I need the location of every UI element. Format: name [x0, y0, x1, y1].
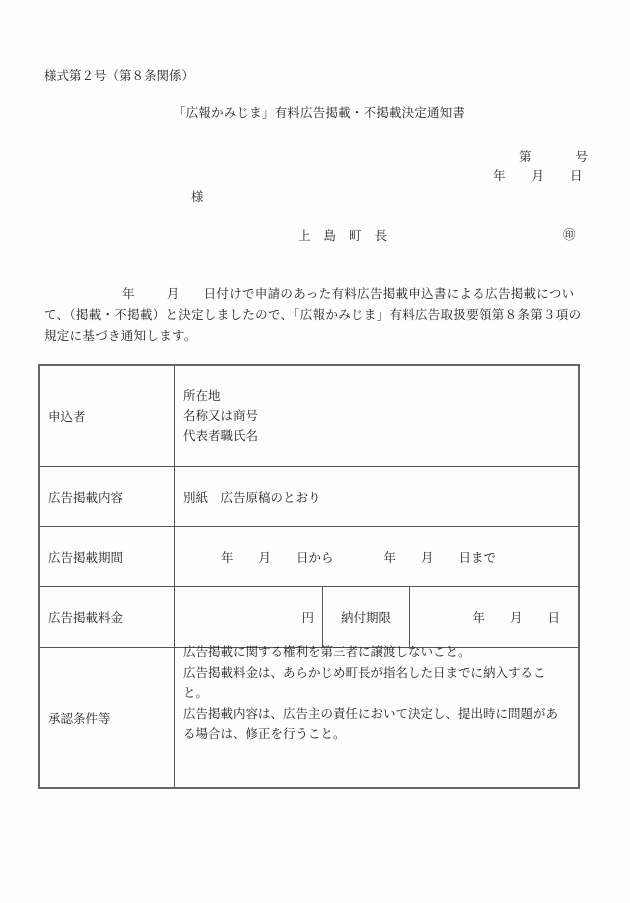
- issuer-char: 長: [374, 228, 388, 243]
- issuer-name: [298, 226, 400, 244]
- fee-amount: 円: [175, 587, 323, 648]
- document-title: 「広報かみじま」有料広告掲載・不掲載決定通知書: [173, 105, 466, 120]
- number-prefix: 第: [519, 149, 532, 164]
- deadline-value: 年 月 日: [410, 587, 580, 648]
- applicant-address-label: 所在地: [183, 388, 221, 403]
- body-month: 月: [166, 286, 180, 301]
- applicant-name-label: 名称又は商号: [183, 408, 259, 423]
- content-value: 別紙 広告原稿のとおり: [175, 467, 580, 527]
- row-label: 承認条件等: [39, 648, 175, 789]
- number-suffix: 号: [575, 149, 589, 164]
- issuer-char: 上: [298, 228, 311, 243]
- conditions-list: [175, 644, 580, 789]
- date-month: 月: [531, 168, 545, 183]
- addressee-honorific: 様: [191, 189, 204, 204]
- body-year: 年: [122, 286, 135, 301]
- form-number: 様式第２号（第８条関係）: [44, 68, 195, 83]
- table-row-content: [39, 467, 579, 527]
- row-label: 広告掲載内容: [39, 467, 175, 527]
- condition-item: 広告掲載料金は、あらかじめ町長が指名した日までに納入すること。: [183, 664, 546, 701]
- applicant-representative-label: 代表者職氏名: [183, 428, 259, 443]
- condition-item: 広告掲載に関する権利を第三者に譲渡しないこと。: [183, 644, 471, 660]
- deadline-label: 納付期限: [323, 587, 410, 648]
- date-year: 年: [493, 168, 506, 183]
- table-row-applicant: [39, 365, 579, 467]
- issuer-char: 町: [349, 228, 362, 243]
- table-row-period: [39, 527, 579, 587]
- row-label: 広告掲載期間: [39, 527, 175, 587]
- seal-mark: ㊞: [563, 227, 576, 242]
- notice-body: [44, 283, 592, 346]
- row-label: 広告掲載料金: [39, 587, 175, 648]
- period-value: 年 月 日から 年 月 日まで: [175, 527, 580, 587]
- notice-table: [38, 364, 580, 789]
- issuer-char: 島: [323, 228, 337, 243]
- table-row-fee: [39, 587, 579, 648]
- row-label: 申込者: [39, 365, 175, 467]
- table-row-conditions: [39, 648, 579, 789]
- body-text: 日付けで申請のあった有料広告掲載申込書による広告掲載について、（掲載・不掲載）と決定しましたので、「広報かみじま」有料広告取扱要領第８条第３項の規定に基づき通知します。: [44, 286, 582, 343]
- condition-item: 広告掲載内容は、広告主の責任において決定し、提出時に問題がある場合は、修正を行うこと。: [183, 705, 559, 742]
- date-day: 日: [570, 168, 583, 183]
- applicant-fields: [175, 365, 580, 467]
- document-number: [519, 147, 588, 165]
- document-date: [493, 166, 583, 184]
